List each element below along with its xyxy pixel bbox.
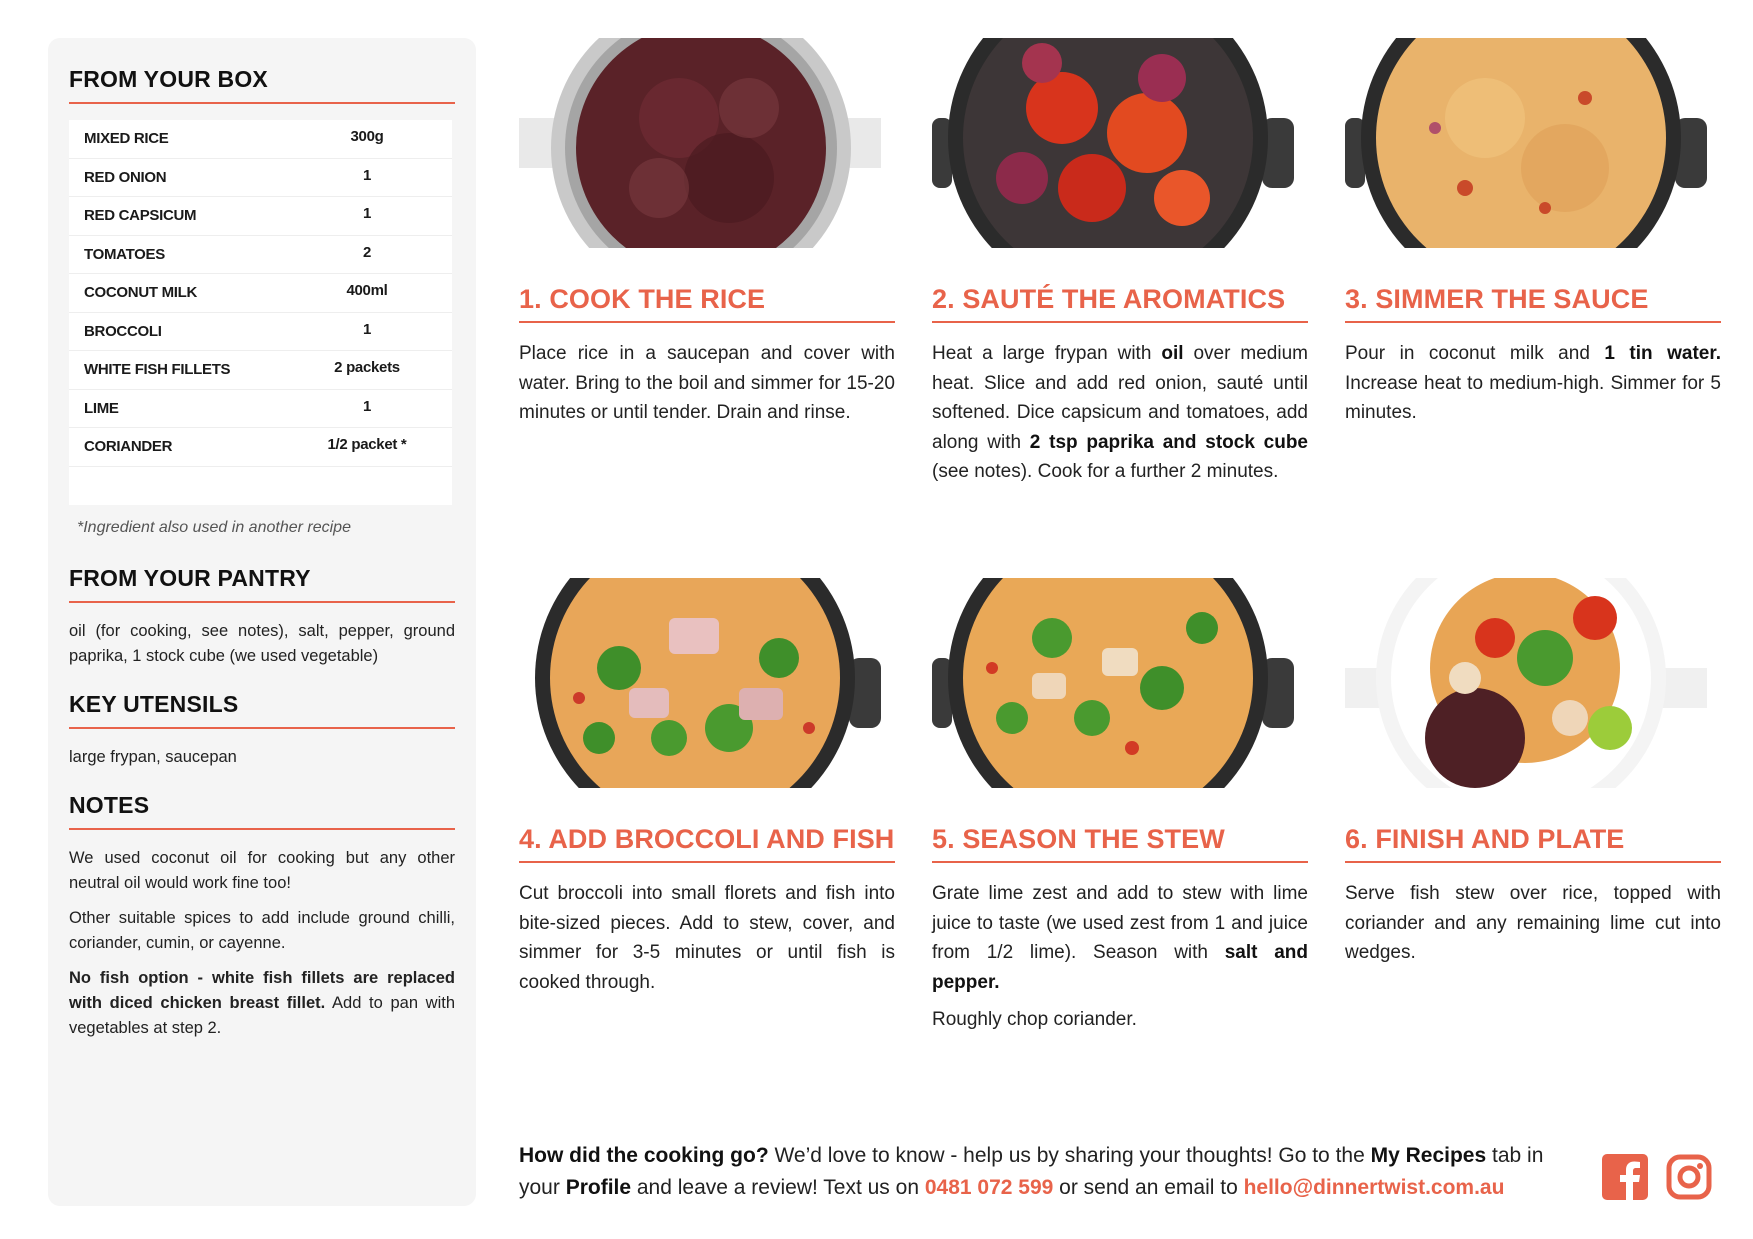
- instagram-icon[interactable]: [1666, 1154, 1712, 1200]
- step-6-image: [1345, 578, 1707, 788]
- step-5-paragraph-2: Roughly chop coriander.: [932, 1009, 1137, 1030]
- pantry-section: [69, 565, 455, 669]
- ingredient-qty: 2 packets: [334, 359, 400, 377]
- step-2-text-b: over medium heat. Slice and add red onion, sauté until softened. Dice capsicum and tomatoes, add along with: [932, 343, 1308, 453]
- phone-link[interactable]: 0481 072 599: [924, 1176, 1054, 1199]
- ingredient-qty: 1: [362, 166, 372, 184]
- footer-text-c: and leave a review! Text us on: [631, 1176, 925, 1199]
- step-3-bold-a: 1 tin water.: [1604, 343, 1721, 364]
- step-3-text-b: Increase heat to medium-high. Simmer for 5 minutes.: [1345, 372, 1721, 423]
- step-2-image: [932, 38, 1294, 248]
- note-3-rest: Add to pan with vegetables at step 2.: [69, 993, 456, 1037]
- ingredient-qty: 2: [362, 243, 372, 261]
- ingredient-qty: 300g: [350, 128, 384, 146]
- pantry-title: FROM YOUR PANTRY: [69, 565, 455, 603]
- ingredient-qty: 1/2 packet *: [327, 436, 407, 454]
- note-3-bold: No fish option - white fish fillets are replaced with diced chicken breast fillet.: [69, 968, 455, 1012]
- ingredient-name: BROCCOLI: [84, 322, 162, 340]
- step-6-text: [1345, 879, 1721, 968]
- step-5-title: 5. SEASON THE STEW: [932, 824, 1308, 863]
- step-6-paragraph: Serve fish stew over rice, topped with coriander and any remaining lime cut into wedges.: [1345, 883, 1721, 963]
- pantry-text: oil (for cooking, see notes), salt, pepper, ground paprika, 1 stock cube (we used vegetable): [69, 621, 455, 665]
- step-5-text: [932, 879, 1308, 1035]
- step-1-image: [519, 38, 881, 248]
- step-1: [519, 38, 895, 436]
- ingredient-name: RED ONION: [84, 168, 167, 186]
- notes-section: [69, 792, 455, 1041]
- footer-text-a: We’d love to know - help us by sharing your thoughts! Go to the: [768, 1144, 1371, 1167]
- step-4-text: [519, 879, 895, 997]
- step-1-text: [519, 339, 895, 428]
- step-2-title: 2. SAUTÉ THE AROMATICS: [932, 284, 1308, 323]
- ingredient-note: *Ingredient also used in another recipe: [77, 518, 351, 536]
- ingredient-row: [69, 120, 452, 159]
- ingredient-row: [69, 313, 452, 352]
- ingredient-qty: 1: [362, 397, 372, 415]
- email-link[interactable]: hello@dinnertwist.com.au: [1243, 1176, 1505, 1199]
- step-2-text-a: Heat a large frypan with: [932, 343, 1162, 364]
- ingredient-name: RED CAPSICUM: [84, 207, 197, 225]
- ingredient-name: CORIANDER: [84, 438, 173, 456]
- step-6: [1345, 578, 1721, 976]
- step-5-text-a: Grate lime zest and add to stew with lime juice to taste (we used zest from 1 and juice from 1/2 lime). Season with: [932, 883, 1308, 963]
- step-2-text-c: (see notes). Cook for a further 2 minutes.: [932, 461, 1279, 482]
- step-3-text-a: Pour in coconut milk and: [1345, 343, 1605, 364]
- note-2: Other suitable spices to add include ground chilli, coriander, cumin, or cayenne.: [69, 908, 455, 952]
- step-3-text: [1345, 339, 1721, 428]
- step-5-image: [932, 578, 1294, 788]
- note-3: [69, 966, 455, 1041]
- notes-title: NOTES: [69, 792, 455, 830]
- ingredients-sidebar: [48, 38, 476, 1206]
- step-1-title: 1. COOK THE RICE: [519, 284, 895, 323]
- footer-question: How did the cooking go?: [519, 1144, 769, 1167]
- step-3-title: 3. SIMMER THE SAUCE: [1345, 284, 1721, 323]
- step-2-bold-b: 2 tsp paprika and stock cube: [1029, 431, 1308, 453]
- ingredient-name: TOMATOES: [84, 245, 165, 263]
- ingredient-row: [69, 274, 452, 313]
- ingredient-row: [69, 390, 452, 429]
- ingredient-row: [69, 197, 452, 236]
- step-6-title: 6. FINISH AND PLATE: [1345, 824, 1721, 863]
- step-2-text: [932, 339, 1308, 487]
- step-5: [932, 578, 1308, 1043]
- step-3-image: [1345, 38, 1707, 248]
- ingredient-name: WHITE FISH FILLETS: [84, 361, 231, 379]
- ingredient-name: MIXED RICE: [84, 130, 169, 148]
- step-4-paragraph: Cut broccoli into small florets and fish into bite-sized pieces. Add to stew, cover, and simmer for 3-5 minutes or until fish is cooked through.: [519, 883, 895, 993]
- ingredient-row: [69, 236, 452, 275]
- step-3-paragraph: [1345, 339, 1721, 428]
- step-4: [519, 578, 895, 1005]
- step-3: [1345, 38, 1721, 436]
- step-5-paragraph: [932, 879, 1308, 997]
- step-2: [932, 38, 1308, 495]
- ingredient-row: [69, 351, 452, 390]
- ingredient-row: [69, 428, 452, 467]
- step-1-paragraph: Place rice in a saucepan and cover with water. Bring to the boil and simmer for 15-20 minutes or until tender. Drain and rinse.: [519, 343, 895, 423]
- ingredient-table: [69, 120, 452, 505]
- box-title: FROM YOUR BOX: [69, 66, 455, 104]
- facebook-icon[interactable]: [1602, 1154, 1648, 1200]
- step-4-image: [519, 578, 881, 788]
- step-2-paragraph: [932, 339, 1308, 487]
- ingredient-row: [69, 159, 452, 198]
- step-5-bold-a: salt and pepper.: [932, 942, 1308, 993]
- ingredient-qty: 400ml: [346, 282, 388, 300]
- utensils-title: KEY UTENSILS: [69, 691, 455, 729]
- ingredient-qty: 1: [362, 205, 372, 223]
- utensils-text: large frypan, saucepan: [69, 747, 237, 766]
- my-recipes-label: My Recipes: [1370, 1144, 1487, 1167]
- table-spacer: [69, 467, 452, 505]
- footer-text-d: or send an email to: [1053, 1176, 1244, 1199]
- footer-text-b: tab in your: [519, 1144, 1544, 1199]
- note-1: We used coconut oil for cooking but any other neutral oil would work fine too!: [69, 848, 455, 892]
- profile-label: Profile: [565, 1176, 632, 1199]
- utensils-section: [69, 691, 455, 770]
- ingredient-name: LIME: [84, 399, 119, 417]
- ingredient-qty: 1: [362, 320, 372, 338]
- step-4-title: 4. ADD BROCCOLI AND FISH: [519, 824, 895, 863]
- ingredient-name: COCONUT MILK: [84, 284, 198, 302]
- feedback-footer: [519, 1140, 1579, 1204]
- step-2-bold-a: oil: [1161, 343, 1184, 364]
